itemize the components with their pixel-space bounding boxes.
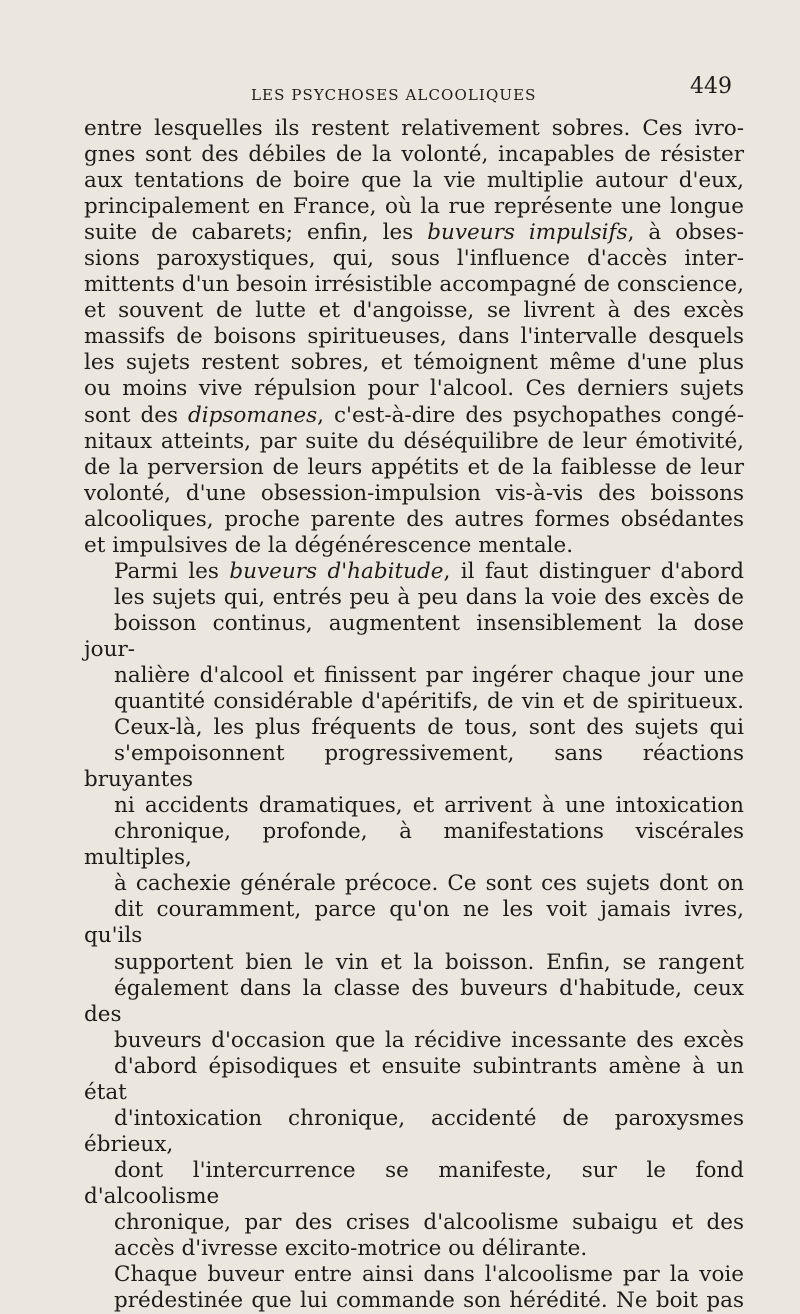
text-line: [84, 220, 744, 246]
text-line: [84, 819, 744, 871]
text-line: [84, 1262, 744, 1288]
text-run: supportent bien le vin et la boisson. Enfin, se rangent: [114, 949, 744, 975]
text-line: [84, 559, 744, 585]
text-line: [84, 871, 744, 897]
text-run: dit couramment, parce qu'on ne les voit jamais ivres, qu'ils: [84, 897, 744, 949]
text-run: chronique, profonde, à manifestations viscérales multiples,: [84, 819, 744, 871]
running-head: LES PSYCHOSES ALCOOLIQUES: [251, 86, 537, 104]
body-text: [84, 116, 744, 1314]
text-line: [84, 481, 744, 507]
text-line: [84, 1028, 744, 1054]
text-run: sont des: [84, 402, 188, 428]
text-run: les sujets qui, entrés peu à peu dans la voie des excès de: [114, 584, 744, 610]
text-line: [84, 1236, 744, 1262]
text-line: [84, 715, 744, 741]
text-line: [84, 376, 744, 402]
text-run: Parmi les: [114, 558, 230, 584]
text-run: , c'est-à-dire des psychopathes congé-: [317, 402, 744, 428]
page-header: [0, 72, 800, 106]
text-run: Ceux-là, les plus fréquents de tous, sont des sujets qui: [114, 715, 744, 741]
text-run: Chaque buveur entre ainsi dans l'alcoolisme par la voie: [114, 1262, 744, 1288]
text-run: de la perversion de leurs appétits et de la faiblesse de leur: [84, 454, 744, 480]
text-run: buveurs d'occasion que la récidive incessante des excès: [114, 1027, 744, 1053]
text-line: [84, 116, 744, 142]
italic-term: buveurs impulsifs: [427, 220, 628, 246]
text-line: [84, 507, 744, 533]
text-line: [84, 585, 744, 611]
text-line: [84, 455, 744, 481]
text-run: mittents d'un besoin irrésistible accompagné de conscience,: [84, 272, 744, 298]
text-run: massifs de boisons spiritueuses, dans l'intervalle desquels: [84, 324, 744, 350]
text-run: boisson continus, augmentent insensiblement la dose jour-: [84, 610, 744, 662]
page-number: 449: [690, 74, 732, 99]
text-run: ou moins vive répulsion pour l'alcool. Ces derniers sujets: [84, 376, 744, 402]
text-line: [84, 429, 744, 455]
text-run: quantité considérable d'apéritifs, de vin et de spiritueux.: [114, 689, 744, 715]
text-line: [84, 298, 744, 324]
text-line: [84, 533, 744, 559]
text-line: [84, 611, 744, 663]
text-run: accès d'ivresse excito-motrice ou délirante.: [114, 1236, 588, 1262]
paragraph: [84, 559, 744, 1262]
text-run: gnes sont des débiles de la volonté, incapables de résister: [84, 142, 744, 168]
text-run: également dans la classe des buveurs d'habitude, ceux des: [84, 975, 744, 1027]
text-run: entre lesquelles ils restent relativement sobres. Ces ivro-: [84, 116, 744, 141]
text-run: nitaux atteints, par suite du déséquilibre de leur émotivité,: [84, 428, 744, 454]
text-line: [84, 1054, 744, 1106]
text-line: [84, 950, 744, 976]
text-run: dont l'intercurrence se manifeste, sur le fond d'alcoolisme: [84, 1157, 744, 1209]
text-run: aux tentations de boire que la vie multiplie autour d'eux,: [84, 168, 744, 194]
text-run: volonté, d'une obsession-impulsion vis-à-vis des boissons: [84, 480, 744, 506]
text-run: principalement en France, où la rue représente une longue: [84, 194, 744, 220]
text-line: [84, 663, 744, 689]
text-line: [84, 350, 744, 376]
text-run: chronique, par des crises d'alcoolisme subaigu et des: [114, 1209, 744, 1235]
italic-term: buveurs d'habitude: [229, 558, 444, 584]
text-run: suite de cabarets; enfin, les: [84, 220, 428, 246]
text-line: [84, 1158, 744, 1210]
text-run: s'empoisonnent progressivement, sans réactions bruyantes: [84, 741, 744, 793]
text-line: [84, 897, 744, 949]
text-run: , il faut distinguer d'abord: [443, 558, 744, 584]
text-run: les sujets restent sobres, et témoignent même d'une plus: [84, 350, 744, 376]
text-run: ni accidents dramatiques, et arrivent à une intoxication: [114, 793, 744, 819]
text-line: [84, 246, 744, 272]
italic-term: dipsomanes: [187, 402, 318, 428]
text-line: [84, 976, 744, 1028]
text-line: [84, 1106, 744, 1158]
text-run: nalière d'alcool et finissent par ingérer chaque jour une: [114, 662, 744, 688]
text-run: prédestinée que lui commande son hérédité. Ne boit pas: [114, 1288, 744, 1314]
text-line: [84, 272, 744, 298]
text-line: [84, 1210, 744, 1236]
text-line: [84, 741, 744, 793]
text-run: d'abord épisodiques et ensuite subintrants amène à un état: [84, 1053, 744, 1105]
text-line: [84, 194, 744, 220]
text-run: sions paroxystiques, qui, sous l'influence d'accès inter-: [84, 246, 744, 272]
text-line: [84, 793, 744, 819]
text-line: [84, 403, 744, 429]
text-line: [84, 142, 744, 168]
text-line: [84, 168, 744, 194]
text-line: [84, 1288, 744, 1314]
text-run: alcooliques, proche parente des autres formes obsédantes: [84, 506, 744, 532]
text-run: et souvent de lutte et d'angoisse, se livrent à des excès: [84, 298, 744, 324]
text-line: [84, 324, 744, 350]
text-line: [84, 689, 744, 715]
text-run: , à obses-: [627, 220, 744, 246]
text-run: et impulsives de la dégénérescence mentale.: [84, 532, 574, 558]
text-run: d'intoxication chronique, accidenté de paroxysmes ébrieux,: [84, 1105, 744, 1157]
paragraph: [84, 1262, 744, 1314]
paragraph: [84, 116, 744, 559]
text-run: à cachexie générale précoce. Ce sont ces sujets dont on: [114, 871, 744, 897]
